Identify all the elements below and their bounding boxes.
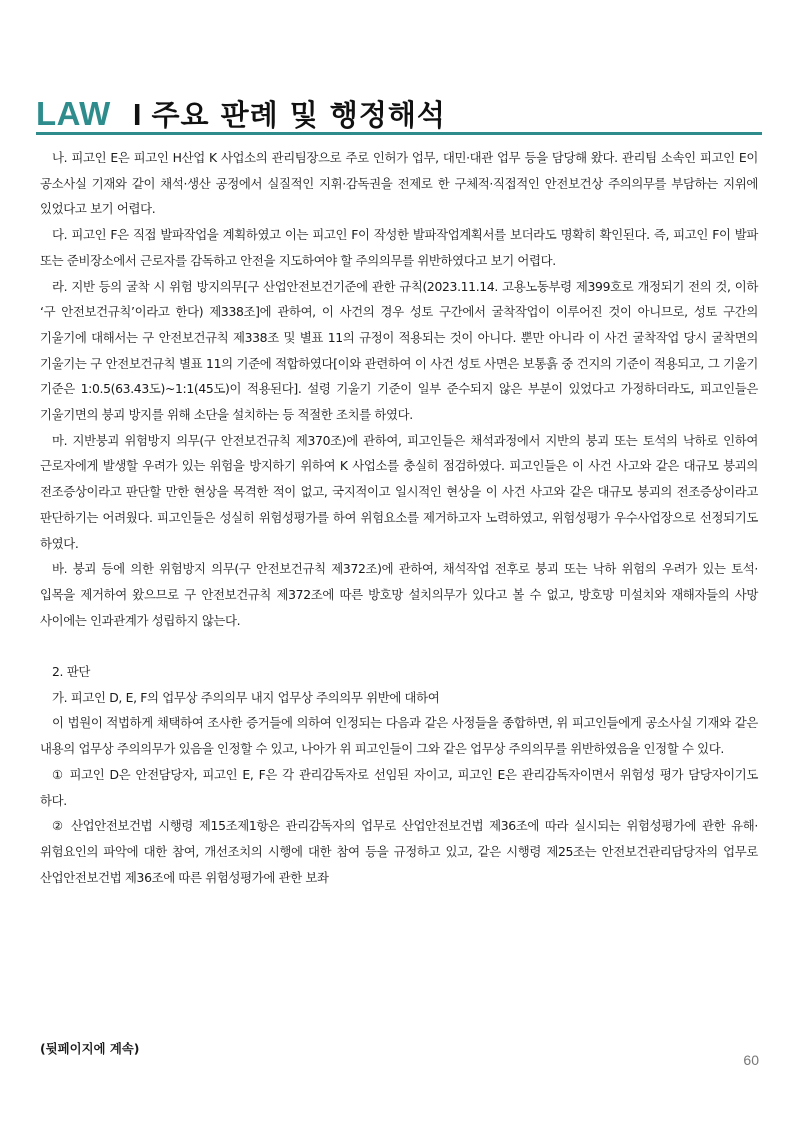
header-rule	[36, 132, 762, 135]
paragraph-court-finding: 이 법원이 적법하게 채택하여 조사한 증거들에 의하여 인정되는 다음과 같은 사정들을 종합하면, 위 피고인들에게 공소사실 기재와 같은 내용의 업무상 주의의무가 있음을 인정할 수 있고, 나아가 위 피고인들이 그와 같은 업무상 주의의무를 위반하였음을 인정할 수 있다.	[40, 715, 758, 757]
page-number: 60	[743, 1052, 759, 1068]
document-body	[40, 145, 758, 890]
continue-note: (뒷페이지에 계속)	[40, 1041, 140, 1056]
paragraph-da: 다. 피고인 F은 직접 발파작업을 계획하였고 이는 피고인 F이 작성한 발파작업계획서를 보더라도 명확히 확인된다. 즉, 피고인 F이 발파 또는 준비장소에서 근로자를 감독하고 안전을 지도하여야 할 주의의무를 위반하였다고 보기 어렵다.	[40, 227, 758, 268]
subsection-heading-ga: 가. 피고인 D, E, F의 업무상 주의의무 내지 업무상 주의의무 위반에 대하여	[52, 689, 440, 705]
paragraph-na: 나. 피고인 E은 피고인 H산업 K 사업소의 관리팀장으로 주로 인허가 업무, 대민·대관 업무 등을 담당해 왔다. 관리팀 소속인 피고인 E이 공소사실 기재와 같이 채석·생산 공정에서 실질적인 지휘·감독권을 전제로 한 구체적·직접적인 안전보건상 주의의무를 부담하는 지위에 있었다고 보기 어렵다.	[40, 150, 758, 217]
header-separator: I	[132, 97, 142, 132]
paragraph-item-2: ② 산업안전보건법 시행령 제15조제1항은 관리감독자의 업무로 산업안전보건법 제36조에 따라 실시되는 위험성평가에 관한 유해·위험요인의 파악에 대한 참여, 개선조치의 시행에 대한 참여 등을 규정하고 있고, 같은 시행령 제25조는 안전보건관리담당자의 업무로 산업안전보건법 제36조에 따른 위험성평가에 관한 보좌	[40, 818, 758, 885]
section-heading-judgment: 2. 판단	[52, 664, 90, 680]
page-title: 주요 판례 및 행정해석	[151, 98, 446, 132]
paragraph-item-1: ① 피고인 D은 안전담당자, 피고인 E, F은 각 관리감독자로 선임된 자이고, 피고인 E은 관리감독자이면서 위험성 평가 담당자이기도 하다.	[40, 766, 758, 808]
page-header	[36, 86, 764, 130]
law-label: LAW	[36, 95, 111, 132]
paragraph-ra: 라. 지반 등의 굴착 시 위험 방지의무[구 산업안전보건기준에 관한 규칙(2023.11.14. 고용노동부령 제399호로 개정되기 전의 것, 이하 ‘구 안전보건규칙’이라고 한다) 제338조]에 관하여, 이 사건의 경우 성토 구간에서 굴착작업이 이루어진 것이 아니므로, 성토 구간의 기울기에 대해서는 구 안전보건규칙 제338조 및 별표 11의 규정이 적용되는 것이 아니다. 뿐만 아니라 이 사건 굴착작업 당시 굴착면의 기울기는 구 안전보건규칙 별표 11의 기준에 적합하였다[이와 관련하여 이 사건 성토 사면은 보통흙 중 건지의 기준이 적용되고, 그 기울기 기준은 1:0.5(63.43도)~1:1(45도)이 적용된다]. 설령 기울기 기준이 일부 준수되지 않은 부분이 있었다고 가정하더라도, 피고인들은 기울기면의 붕괴 방지를 위해 소단을 설치하는 등 적절한 조치를 하였다.	[40, 278, 758, 423]
paragraph-ma: 마. 지반붕괴 위험방지 의무(구 안전보건규칙 제370조)에 관하여, 피고인들은 채석과정에서 지반의 붕괴 또는 토석의 낙하로 인하여 근로자에게 발생할 우려가 있는 위험을 방지하기 위하여 K 사업소를 충실히 점검하였다. 피고인들은 이 사건 사고와 같은 대규모 붕괴의 전조증상이라고 판단할 만한 현상을 목격한 적이 없고, 국지적이고 일시적인 현상을 이 사건 사고와 같은 대규모 붕괴의 전조증상이라고 판단하기는 어려웠다. 피고인들은 성실히 위험성평가를 하여 위험요소를 제거하고자 노력하였고, 위험성평가 우수사업장으로 선정되기도 하였다.	[40, 432, 758, 551]
paragraph-ba: 바. 붕괴 등에 의한 위험방지 의무(구 안전보건규칙 제372조)에 관하여, 채석작업 전후로 붕괴 또는 낙하 위험의 우려가 있는 토석·입목을 제거하여 왔으므로 구 안전보건규칙 제372조에 따른 방호망 설치의무가 있다고 볼 수 없고, 방호망 미설치와 재해자들의 사망 사이에는 인과관계가 성립하지 않는다.	[40, 561, 758, 628]
